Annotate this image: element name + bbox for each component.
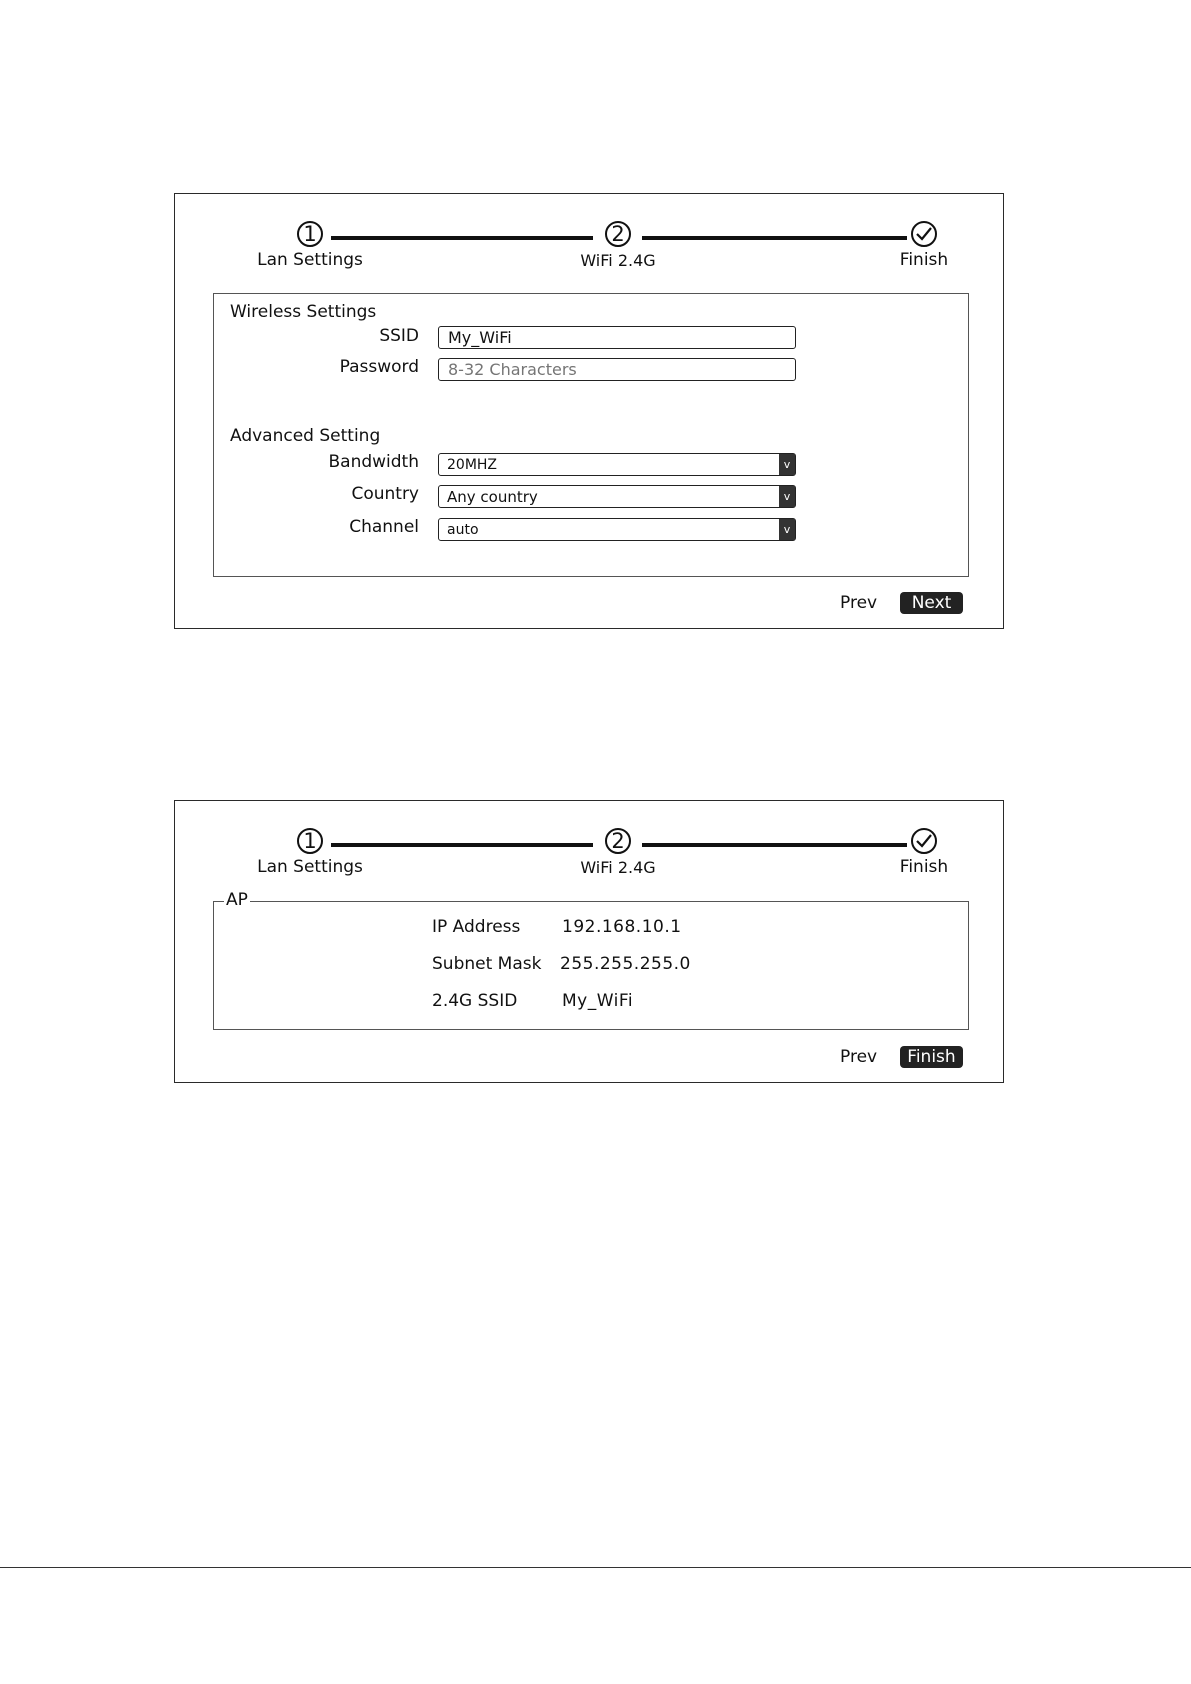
step-connector — [642, 843, 907, 847]
stepper — [175, 801, 1003, 891]
step-connector — [331, 843, 593, 847]
channel-select[interactable] — [438, 518, 796, 541]
prev-button[interactable]: Prev — [840, 1047, 878, 1067]
step-3-label: Finish — [899, 857, 949, 877]
bandwidth-label: Bandwidth — [328, 452, 419, 472]
ssid-2g-label: 2.4G SSID — [432, 991, 518, 1011]
step-connector — [331, 236, 593, 240]
step-connector — [642, 236, 907, 240]
chevron-down-icon[interactable]: v — [779, 486, 795, 507]
channel-label: Channel — [349, 517, 419, 537]
advanced-setting-title: Advanced Setting — [230, 426, 381, 446]
ip-address-label: IP Address — [432, 917, 521, 937]
country-label: Country — [351, 484, 419, 504]
step-2-label: WiFi 2.4G — [580, 251, 656, 270]
page-divider — [0, 1567, 1191, 1568]
channel-value: auto — [447, 521, 479, 538]
wireless-settings-title: Wireless Settings — [230, 302, 377, 322]
prev-button[interactable]: Prev — [840, 593, 878, 613]
ssid-2g-value: My_WiFi — [562, 991, 634, 1011]
finish-button[interactable]: Finish — [900, 1046, 963, 1068]
step-1-label: Lan Settings — [257, 250, 363, 270]
wifi-settings-panel — [174, 193, 1004, 629]
stepper — [175, 194, 1003, 284]
bandwidth-select[interactable] — [438, 453, 796, 476]
check-icon — [911, 221, 937, 247]
subnet-mask-label: Subnet Mask — [432, 954, 542, 974]
step-2-circle: 2 — [605, 828, 631, 854]
ap-fieldset — [213, 890, 969, 1030]
country-value: Any country — [447, 487, 538, 506]
password-label: Password — [339, 357, 419, 377]
check-icon — [911, 828, 937, 854]
password-input[interactable] — [438, 358, 796, 381]
step-1-circle: 1 — [297, 221, 323, 247]
chevron-down-icon[interactable]: v — [779, 519, 795, 540]
ip-address-value: 192.168.10.1 — [562, 917, 682, 937]
next-button[interactable]: Next — [900, 592, 963, 614]
country-select[interactable] — [438, 485, 796, 508]
step-3-label: Finish — [899, 250, 949, 270]
ssid-input[interactable] — [438, 326, 796, 349]
subnet-mask-value: 255.255.255.0 — [560, 954, 691, 974]
step-2-label: WiFi 2.4G — [580, 858, 656, 877]
step-1-label: Lan Settings — [257, 857, 363, 877]
settings-frame — [213, 293, 969, 577]
bandwidth-value: 20MHZ — [447, 456, 498, 473]
chevron-down-icon[interactable]: v — [779, 454, 795, 475]
ssid-label: SSID — [379, 326, 419, 346]
step-2-circle: 2 — [605, 221, 631, 247]
step-1-circle: 1 — [297, 828, 323, 854]
finish-summary-panel — [174, 800, 1004, 1083]
ap-legend: AP — [226, 890, 248, 910]
